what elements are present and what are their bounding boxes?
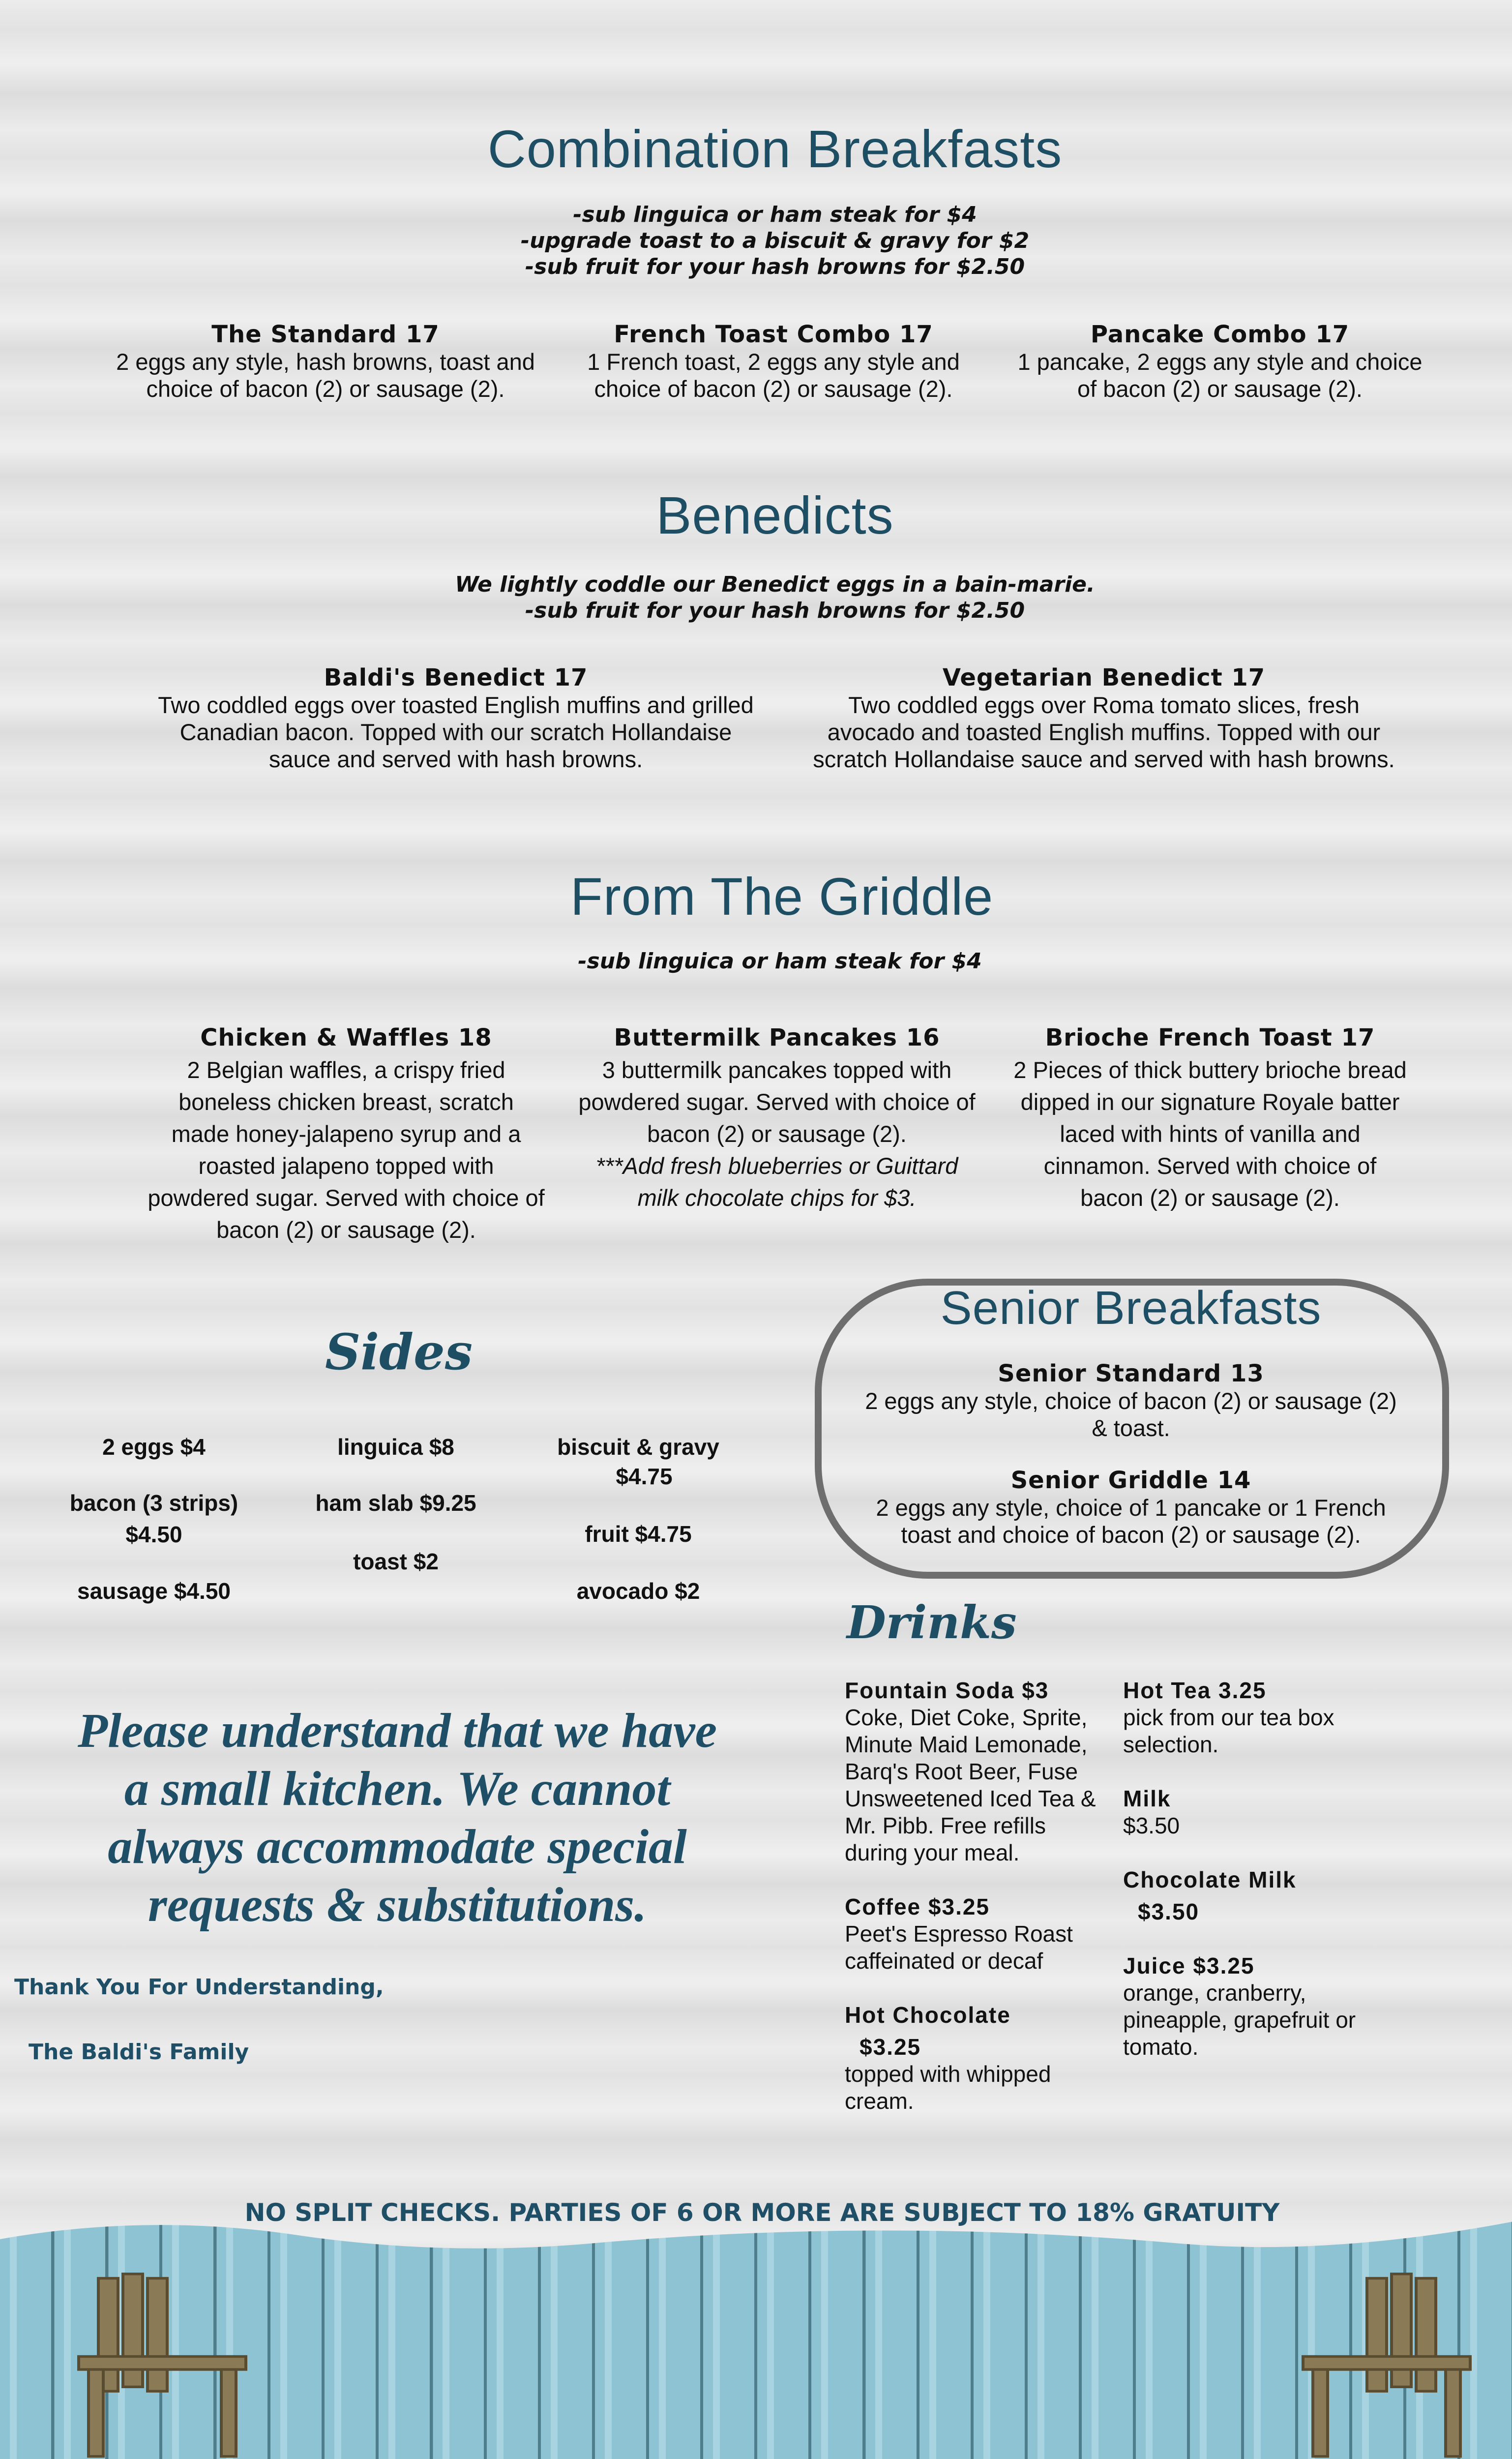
- item-desc: avocado and toasted English muffins. Topped with our: [827, 719, 1381, 745]
- notice-line: Please understand that we have: [77, 1703, 717, 1758]
- item-name: Brioche French Toast 17: [1045, 1024, 1375, 1051]
- item-desc: 2 eggs any style, choice of bacon (2) or sausage (2): [865, 1388, 1397, 1414]
- drink-name: Milk: [1123, 1786, 1171, 1811]
- item-desc: cinnamon. Served with choice of: [1043, 1153, 1377, 1179]
- menu-item-standard: [116, 321, 535, 402]
- item-desc: laced with hints of vanilla and: [1060, 1121, 1361, 1147]
- menu-item-french-toast-combo: [587, 321, 960, 402]
- item-desc: 2 eggs any style, hash browns, toast and: [116, 349, 535, 375]
- menu-item-baldis-benedict: [158, 664, 753, 773]
- drink-name: Chocolate Milk: [1123, 1867, 1297, 1892]
- item-desc: Two coddled eggs over toasted English muffins and grilled: [158, 692, 754, 718]
- menu-item-brioche-french-toast: [1013, 1022, 1406, 1214]
- drink-name: Juice $3.25: [1123, 1953, 1255, 1979]
- drink-desc: cream.: [845, 2088, 914, 2114]
- drinks-column-2: [1123, 1677, 1428, 2061]
- drink-desc: Coke, Diet Coke, Sprite,: [845, 1705, 1088, 1730]
- section-title-benedicts: Benedicts: [656, 485, 894, 545]
- drink-desc: $3.50: [1123, 1813, 1180, 1838]
- note: -upgrade toast to a biscuit & gravy for $2: [520, 228, 1030, 253]
- notice-line: always accommodate special: [108, 1819, 687, 1874]
- menu-item-pancake-combo: [1017, 321, 1422, 402]
- notice-line: a small kitchen. We cannot: [124, 1761, 671, 1816]
- drink-name: Hot Chocolate: [845, 2002, 1011, 2028]
- item-desc: choice of bacon (2) or sausage (2).: [594, 376, 953, 402]
- item-desc: Two coddled eggs over Roma tomato slices, fresh: [848, 692, 1360, 718]
- drink-desc: selection.: [1123, 1732, 1219, 1757]
- drink-desc: orange, cranberry,: [1123, 1980, 1306, 2006]
- item-desc: powdered sugar. Served with choice of: [578, 1089, 976, 1115]
- drink-desc: topped with whipped: [845, 2061, 1051, 2087]
- side-item: bacon (3 strips): [69, 1490, 238, 1516]
- menu-item-senior-standard: [865, 1360, 1397, 1441]
- side-item: linguica $8: [337, 1434, 454, 1460]
- item-desc: powdered sugar. Served with choice of: [148, 1185, 545, 1211]
- drink-name: Fountain Soda $3: [845, 1678, 1049, 1703]
- drink-desc: Minute Maid Lemonade,: [845, 1732, 1088, 1757]
- menu-item-senior-griddle: [876, 1467, 1386, 1548]
- item-name: Buttermilk Pancakes 16: [614, 1024, 940, 1051]
- side-item: 2 eggs $4: [102, 1434, 206, 1460]
- item-desc: bacon (2) or sausage (2).: [216, 1217, 476, 1243]
- section-title-senior: Senior Breakfasts: [940, 1282, 1322, 1334]
- item-desc: 2 Belgian waffles, a crispy fried: [187, 1057, 505, 1083]
- drink-desc: Unsweetened Iced Tea &: [845, 1786, 1096, 1811]
- kitchen-notice: [78, 1702, 717, 1934]
- drink-desc: caffeinated or decaf: [845, 1948, 1043, 1974]
- item-desc: bacon (2) or sausage (2).: [647, 1121, 907, 1147]
- side-price: $4.75: [616, 1464, 673, 1489]
- item-name: Senior Griddle 14: [1010, 1467, 1251, 1494]
- note: -sub linguica or ham steak for $4: [573, 202, 977, 227]
- menu-item-vegetarian-benedict: [813, 664, 1394, 773]
- item-desc: 2 Pieces of thick buttery brioche bread: [1013, 1057, 1407, 1083]
- item-name: French Toast Combo 17: [614, 321, 933, 348]
- item-desc: dipped in our signature Royale batter: [1020, 1089, 1400, 1115]
- fence-illustration: [0, 2213, 1512, 2459]
- item-desc: 3 buttermilk pancakes topped with: [602, 1057, 952, 1083]
- item-name: Chicken & Waffles 18: [200, 1024, 492, 1051]
- item-desc: choice of bacon (2) or sausage (2).: [146, 376, 505, 402]
- drink-name: Coffee $3.25: [845, 1894, 990, 1919]
- section-title-combination: Combination Breakfasts: [487, 119, 1063, 179]
- combo-notes: [521, 202, 1029, 280]
- note: We lightly coddle our Benedict eggs in a bain-marie.: [455, 572, 1095, 597]
- note: -sub fruit for your hash browns for $2.50: [525, 598, 1025, 623]
- item-name: Baldi's Benedict 17: [324, 664, 588, 691]
- item-name: Vegetarian Benedict 17: [942, 664, 1266, 691]
- drink-desc: pineapple, grapefruit or: [1123, 2007, 1356, 2033]
- section-title-drinks: Drinks: [847, 1596, 1017, 1649]
- drink-name: Hot Tea 3.25: [1123, 1678, 1267, 1703]
- drink-desc: pick from our tea box: [1123, 1705, 1334, 1730]
- item-name: Pancake Combo 17: [1090, 321, 1350, 348]
- item-desc: scratch Hollandaise sauce and served with hash browns.: [813, 746, 1395, 772]
- item-desc: 2 eggs any style, choice of 1 pancake or 1 French: [876, 1495, 1386, 1521]
- griddle-note: -sub linguica or ham steak for $4: [578, 949, 982, 974]
- benedict-notes: [455, 571, 1095, 624]
- drink-price: $3.25: [860, 2034, 921, 2060]
- item-desc: sauce and served with hash browns.: [268, 746, 643, 772]
- section-title-sides: Sides: [325, 1323, 473, 1381]
- item-name: Senior Standard 13: [998, 1360, 1264, 1387]
- item-desc: of bacon (2) or sausage (2).: [1077, 376, 1363, 402]
- thanks-text: Thank You For Understanding,: [14, 1975, 384, 2000]
- drink-desc: tomato.: [1123, 2034, 1199, 2060]
- item-addon: milk chocolate chips for $3.: [637, 1185, 917, 1211]
- item-addon: ***Add fresh blueberries or Guittard: [595, 1153, 958, 1179]
- item-desc: Canadian bacon. Topped with our scratch Hollandaise: [179, 719, 732, 745]
- side-item: toast $2: [353, 1549, 439, 1574]
- item-name: The Standard 17: [211, 321, 440, 348]
- item-desc: 1 pancake, 2 eggs any style and choice: [1017, 349, 1423, 375]
- note: -sub fruit for your hash browns for $2.50: [525, 254, 1025, 279]
- item-desc: toast and choice of bacon (2) or sausage (2).: [901, 1522, 1361, 1548]
- item-desc: bacon (2) or sausage (2).: [1080, 1185, 1340, 1211]
- drink-desc: Peet's Espresso Roast: [845, 1921, 1073, 1947]
- drink-price: $3.50: [1138, 1899, 1200, 1924]
- item-desc: & toast.: [1092, 1415, 1170, 1441]
- side-item: biscuit & gravy: [557, 1434, 719, 1460]
- item-desc: boneless chicken breast, scratch: [178, 1089, 514, 1115]
- drink-desc: during your meal.: [845, 1840, 1020, 1865]
- menu-item-chicken-waffles: [148, 1022, 544, 1246]
- gratuity-notice: NO SPLIT CHECKS. PARTIES OF 6 OR MORE ARE SUBJECT TO 18% GRATUITY: [244, 2198, 1280, 2227]
- item-desc: 1 French toast, 2 eggs any style and: [587, 349, 960, 375]
- side-item: sausage $4.50: [77, 1578, 231, 1604]
- drinks-column-1: [845, 1677, 1120, 2115]
- section-title-griddle: From The Griddle: [570, 867, 994, 926]
- menu-item-buttermilk-pancakes: [578, 1022, 975, 1214]
- item-desc: roasted jalapeno topped with: [198, 1153, 494, 1179]
- side-item: ham slab $9.25: [315, 1490, 476, 1516]
- drink-desc: Barq's Root Beer, Fuse: [845, 1759, 1078, 1784]
- side-item: avocado $2: [576, 1578, 700, 1604]
- notice-line: requests & substitutions.: [148, 1877, 647, 1932]
- drink-desc: Mr. Pibb. Free refills: [845, 1813, 1046, 1838]
- side-item: fruit $4.75: [585, 1521, 692, 1547]
- item-desc: made honey-jalapeno syrup and a: [171, 1121, 521, 1147]
- side-price: $4.50: [125, 1522, 182, 1547]
- family-signature: The Baldi's Family: [29, 2039, 249, 2065]
